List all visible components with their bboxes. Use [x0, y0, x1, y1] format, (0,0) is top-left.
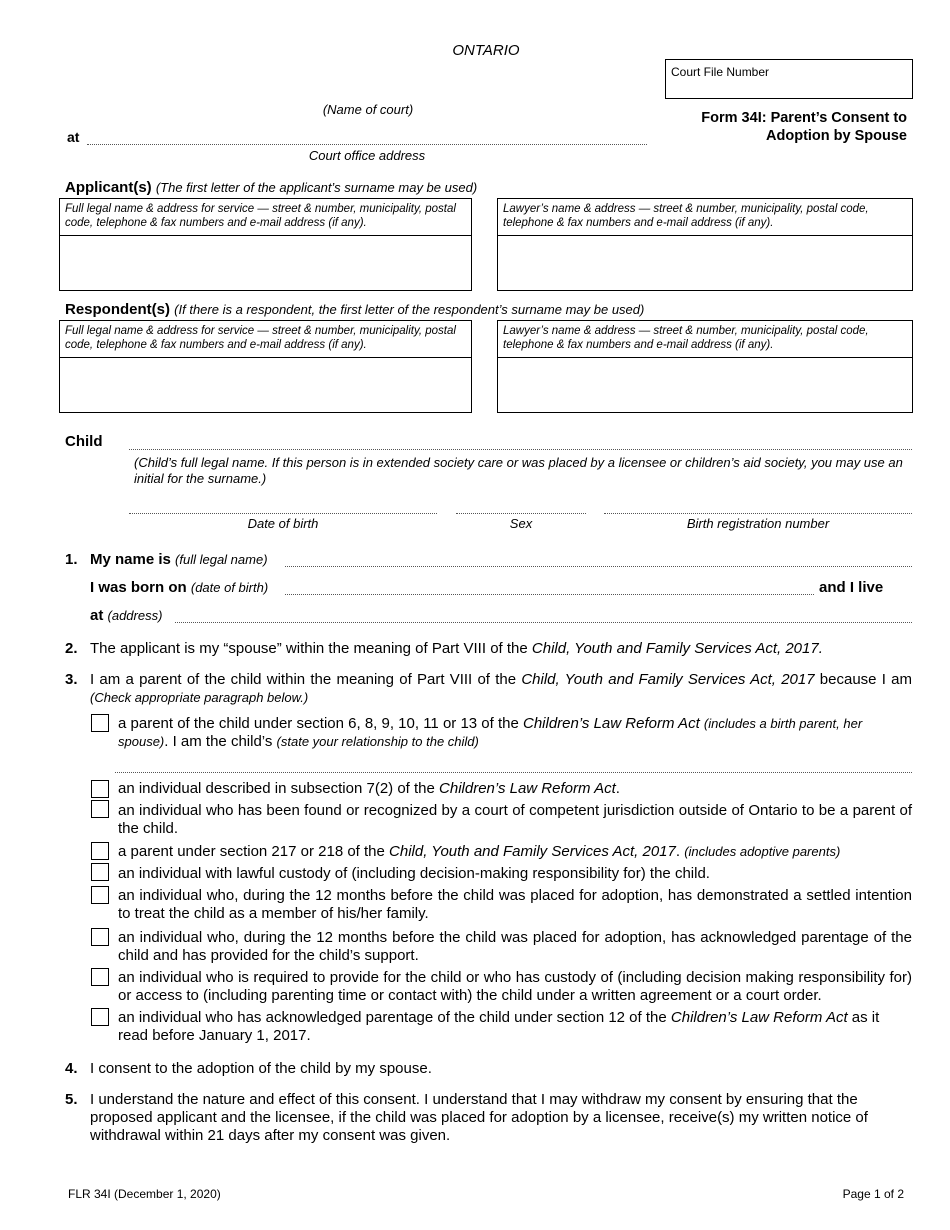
respondent-address-label: Full legal name & address for service — street & number, municipality, postal code, telephone & fax numbers and e-mail address (if any). — [60, 321, 471, 358]
item5-text: I understand the nature and effect of this consent. I understand that I may withdraw my consent by ensuring that the proposed applicant and the licensee, if the child was placed for adoption by a licensee, receive(s) my written notice of withdrawal within 21 days after my consent was given. — [90, 1091, 868, 1144]
name-of-court-label: (Name of court) — [322, 102, 414, 117]
option-birth-parent-text — [118, 715, 912, 751]
item1-number: 1. — [65, 551, 78, 568]
option-text: a parent of the child under section 6, 8, 9, 10, 11 or 13 of the — [118, 715, 523, 732]
option-section-12-checkbox[interactable] — [91, 1008, 109, 1026]
option-text: . — [615, 780, 620, 797]
item4-text: I consent to the adoption of the child by my spouse. — [90, 1060, 432, 1077]
item2-number: 2. — [65, 640, 78, 657]
option-court-recognized-text: an individual who has been found or recognized by a court of competent jurisdiction outside of Ontario to be a parent of the child. — [118, 802, 912, 837]
page-number: Page 1 of 2 — [842, 1187, 904, 1201]
option-settled-intention-checkbox[interactable] — [91, 886, 109, 904]
item2-act: Child, Youth and Family Services Act, 2017. — [531, 640, 823, 657]
item3-text-b: because I am — [814, 671, 912, 688]
applicants-note: (The first letter of the applicant’s surname may be used) — [155, 180, 478, 195]
form-code: FLR 34I (December 1, 2020) — [68, 1187, 221, 1201]
item1-live-label: and I live — [819, 579, 884, 596]
option-act: Child, Youth and Family Services Act, 2017 — [389, 843, 676, 860]
option-lawful-custody-checkbox[interactable] — [91, 863, 109, 881]
item1-born-label — [90, 579, 268, 596]
applicant-address-box[interactable] — [59, 198, 472, 291]
item1-name-label — [90, 551, 268, 568]
form-title-line2: Adoption by Spouse — [766, 128, 907, 144]
item2-text — [90, 640, 912, 658]
child-dob-field[interactable] — [129, 513, 437, 514]
respondents-heading-label: Respondent(s) — [65, 301, 170, 318]
child-name-field[interactable] — [129, 449, 912, 450]
respondent-lawyer-label: Lawyer’s name & address — street & number, municipality, postal code, telephone & fax numbers and e-mail address (if any). — [498, 321, 912, 358]
applicant-lawyer-label: Lawyer’s name & address — street & number, municipality, postal code, telephone & fax numbers and e-mail address (if any). — [498, 199, 912, 236]
form-title-line1: Form 34I: Parent’s Consent to — [701, 110, 907, 126]
option-text: as it read before January 1, 2017. — [118, 1009, 880, 1044]
option-text: an individual described in subsection 7(2) of the — [118, 780, 440, 797]
option-text: a parent under section 217 or 218 of the — [118, 843, 390, 860]
item1-name-note: (full legal name) — [175, 552, 268, 567]
option-text: an individual who has acknowledged parentage of the child under section 12 of the — [118, 1009, 671, 1026]
option-written-agreement-text: an individual who is required to provide for the child or who has custody of (including decision making responsibility for) or access to (including parenting time or contact with) the child under a written agreement or a court order. — [118, 969, 912, 1004]
item1-address-label — [90, 607, 162, 624]
item3-text — [90, 671, 912, 707]
option-note: (state your relationship to the child) — [276, 734, 479, 749]
respondents-note: (If there is a respondent, the first letter of the respondent’s surname may be used) — [174, 302, 645, 317]
applicant-lawyer-box[interactable] — [497, 198, 913, 291]
item4-number: 4. — [65, 1060, 78, 1077]
form-title — [701, 109, 907, 145]
option-adoptive-parent-checkbox[interactable] — [91, 842, 109, 860]
option-note: (includes a birth parent, her spouse) — [118, 716, 863, 749]
item1-born-note: (date of birth) — [190, 580, 269, 595]
option-text: . I am the child’s — [164, 733, 277, 750]
item5-number: 5. — [65, 1091, 78, 1108]
province-heading: ONTARIO — [452, 42, 520, 59]
child-sex-field[interactable] — [456, 513, 586, 514]
option-subsection-7-2-text — [118, 780, 912, 798]
option-court-recognized-checkbox[interactable] — [91, 800, 109, 818]
option-text: . — [675, 843, 685, 860]
respondent-address-box[interactable] — [59, 320, 472, 413]
item1-born-bold: I was born on — [90, 579, 187, 596]
child-birth-registration-field[interactable] — [604, 513, 912, 514]
option-acknowledged-support-text: an individual who, during the 12 months before the child was placed for adoption, has acknowledged parentage of the child and has provided for the child’s support. — [118, 929, 912, 964]
applicant-address-label: Full legal name & address for service — street & number, municipality, postal code, telephone & fax numbers and e-mail address (if any). — [60, 199, 471, 236]
item1-at-note: (address) — [107, 608, 163, 623]
court-file-number-box[interactable] — [665, 59, 913, 99]
option-act: Children’s Law Reform Act — [439, 780, 616, 797]
applicants-heading-label: Applicant(s) — [65, 179, 152, 196]
option-acknowledged-support-checkbox[interactable] — [91, 928, 109, 946]
option-note: (includes adoptive parents) — [684, 844, 841, 859]
child-heading: Child — [65, 433, 103, 450]
item3-note: (Check appropriate paragraph below.) — [90, 690, 309, 705]
child-birth-registration-label: Birth registration number — [686, 516, 830, 531]
option-act: Children’s Law Reform Act — [523, 715, 700, 732]
child-name-note: (Child’s full legal name. If this person is in extended society care or was placed by a licensee or children’s aid society, you may use an initial for the surname.) — [134, 455, 903, 486]
full-legal-name-field[interactable] — [285, 566, 912, 567]
option-birth-parent-checkbox[interactable] — [91, 714, 109, 732]
respondents-heading — [65, 301, 644, 318]
court-office-address-label: Court office address — [308, 148, 426, 163]
relationship-field[interactable] — [115, 772, 912, 773]
child-sex-label: Sex — [509, 516, 533, 531]
option-subsection-7-2-checkbox[interactable] — [91, 780, 109, 798]
item1-at-bold: at — [90, 607, 104, 624]
date-of-birth-field[interactable] — [285, 594, 814, 595]
option-settled-intention-text: an individual who, during the 12 months before the child was placed for adoption, has demonstrated a settled intention to treat the child as a member of his/her family. — [118, 887, 912, 922]
option-lawful-custody-text: an individual with lawful custody of (including decision-making responsibility for) the child. — [118, 865, 710, 882]
applicants-heading — [65, 179, 477, 196]
child-dob-label: Date of birth — [247, 516, 319, 531]
address-field[interactable] — [175, 622, 912, 623]
item1-name-bold: My name is — [90, 551, 171, 568]
option-adoptive-parent-text — [118, 843, 912, 861]
item2-text-main: The applicant is my “spouse” within the meaning of Part VIII of the — [90, 640, 532, 657]
court-file-number-label: Court File Number — [671, 65, 770, 79]
court-office-address-field[interactable] — [87, 144, 647, 145]
item3-act: Child, Youth and Family Services Act, 2017 — [521, 671, 815, 688]
option-written-agreement-checkbox[interactable] — [91, 968, 109, 986]
respondent-lawyer-box[interactable] — [497, 320, 913, 413]
item3-text-a: I am a parent of the child within the meaning of Part VIII of the — [90, 671, 522, 688]
at-label: at — [67, 129, 80, 145]
option-act: Children’s Law Reform Act — [670, 1009, 848, 1026]
option-section-12-text — [118, 1009, 912, 1045]
item3-number: 3. — [65, 671, 78, 688]
